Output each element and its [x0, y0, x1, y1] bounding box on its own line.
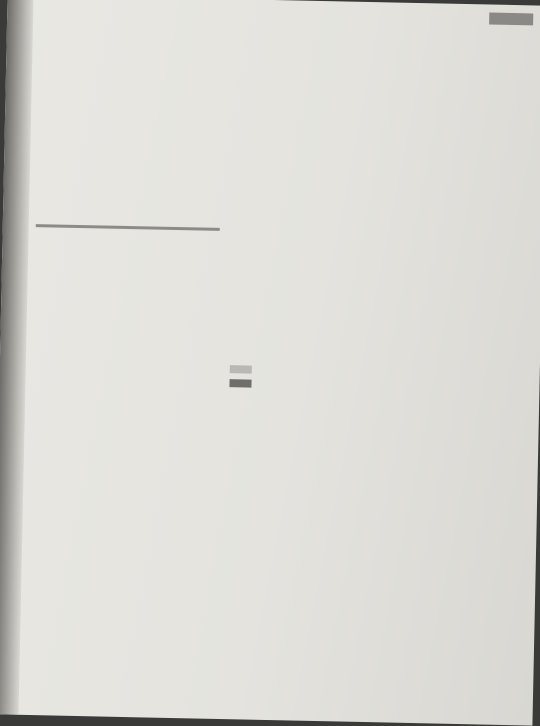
paragraph-3: [29, 605, 215, 609]
left-column-bottom: [29, 605, 215, 609]
table-header-row: [37, 231, 69, 232]
left-column-top: [39, 29, 221, 33]
paragraph-2: [30, 453, 216, 457]
labour-costs-chart: [219, 419, 405, 691]
table-rule: [36, 224, 220, 231]
right-column-text: [233, 37, 411, 41]
legend-swatch-incidental: [230, 365, 252, 373]
paragraph-1: [39, 29, 221, 33]
production-costs-table: [37, 231, 69, 232]
page-number-tab: [489, 13, 533, 26]
legend-incidental: [230, 365, 256, 374]
left-column-middle: [30, 453, 216, 457]
legend-swatch-hourly: [229, 379, 251, 387]
paragraph-right: [233, 37, 411, 41]
page-gutter: [0, 0, 34, 715]
legend-hourly: [229, 379, 255, 388]
